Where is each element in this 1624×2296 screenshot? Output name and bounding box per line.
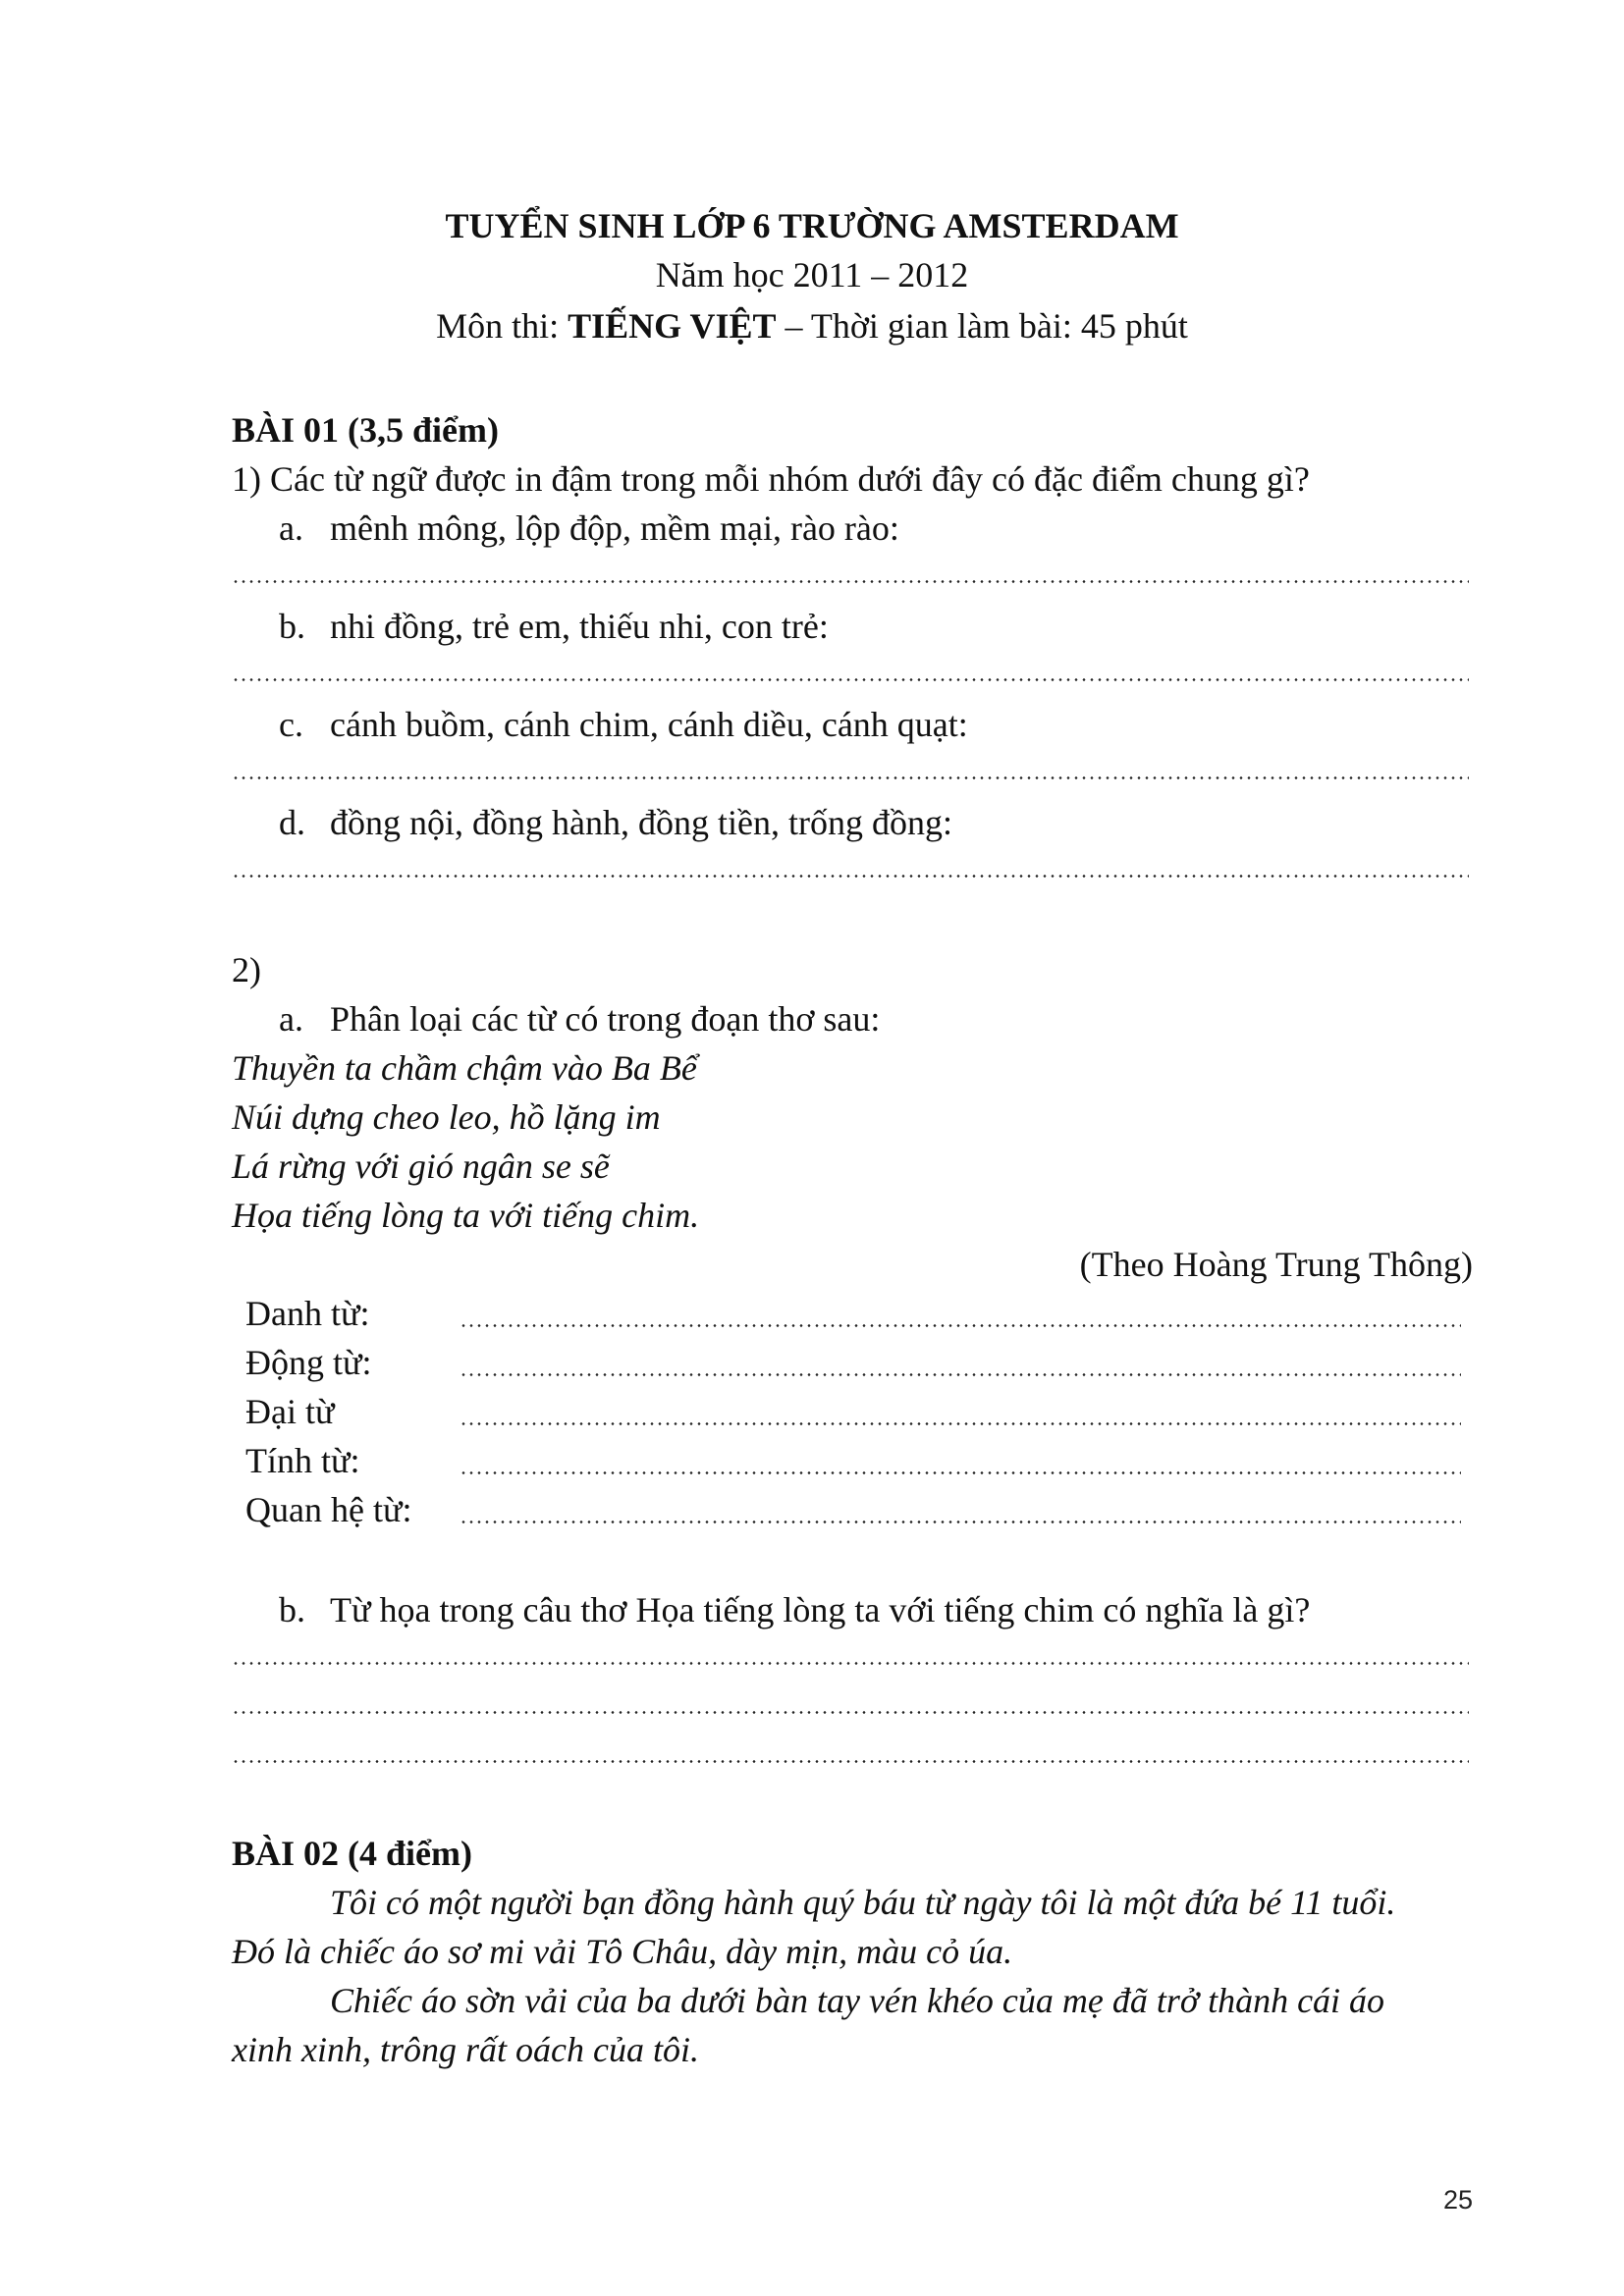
item-b-label: b. bbox=[279, 607, 305, 646]
answer-line[interactable] bbox=[232, 577, 1469, 587]
category-label-dai-tu: Đại từ bbox=[245, 1392, 335, 1431]
passage-line: Chiếc áo sờn vải của ba dưới bàn tay vén khéo của mẹ đã trở thành cái áo bbox=[330, 1981, 1385, 2020]
item-c-text: cánh buồm, cánh chim, cánh diều, cánh quạt: bbox=[330, 705, 968, 744]
answer-line[interactable] bbox=[232, 774, 1469, 783]
passage-line: xinh xinh, trông rất oách của tôi. bbox=[232, 2030, 699, 2069]
poem-line: Thuyền ta chầm chậm vào Ba Bể bbox=[232, 1048, 697, 1088]
category-label-danh-tu: Danh từ: bbox=[245, 1294, 370, 1333]
answer-line[interactable] bbox=[460, 1321, 1461, 1331]
passage-line: Tôi có một người bạn đồng hành quý báu từ ngày tôi là một đứa bé 11 tuổi. bbox=[330, 1883, 1396, 1922]
item-a-text: mênh mông, lộp độp, mềm mại, rào rào: bbox=[330, 508, 899, 548]
item-d-text: đồng nội, đồng hành, đồng tiền, trống đồng: bbox=[330, 803, 952, 842]
item-2b-label: b. bbox=[279, 1590, 305, 1629]
answer-line[interactable] bbox=[232, 1757, 1469, 1767]
answer-line[interactable] bbox=[232, 1659, 1469, 1669]
answer-line[interactable] bbox=[232, 872, 1469, 881]
answer-line[interactable] bbox=[460, 1468, 1461, 1478]
item-b-text: nhi đồng, trẻ em, thiếu nhi, con trẻ: bbox=[330, 607, 829, 646]
answer-line[interactable] bbox=[232, 1708, 1469, 1718]
poem-source: (Theo Hoàng Trung Thông) bbox=[1079, 1245, 1473, 1284]
subject-suffix: – Thời gian làm bài: 45 phút bbox=[776, 306, 1188, 346]
poem-line: Núi dựng cheo leo, hồ lặng im bbox=[232, 1097, 661, 1137]
subject-line bbox=[0, 308, 1624, 344]
subject-name: TIẾNG VIỆT bbox=[568, 306, 777, 346]
poem-line: Họa tiếng lòng ta với tiếng chim. bbox=[232, 1196, 700, 1235]
section-heading-bai02: BÀI 02 (4 điểm) bbox=[232, 1834, 472, 1873]
item-2a-text: Phân loại các từ có trong đoạn thơ sau: bbox=[330, 999, 881, 1039]
poem-line: Lá rừng với gió ngân se sẽ bbox=[232, 1147, 610, 1186]
section-heading-bai01: BÀI 01 (3,5 điểm) bbox=[232, 410, 499, 450]
item-d-label: d. bbox=[279, 803, 305, 842]
category-label-tinh-tu: Tính từ: bbox=[245, 1441, 360, 1480]
answer-line[interactable] bbox=[460, 1518, 1461, 1527]
page-number: 25 bbox=[1443, 2185, 1474, 2215]
question-1-prompt: 1) Các từ ngữ được in đậm trong mỗi nhóm dưới đây có đặc điểm chung gì? bbox=[232, 459, 1310, 499]
item-2b-text: Từ họa trong câu thơ Họa tiếng lòng ta với tiếng chim có nghĩa là gì? bbox=[330, 1590, 1311, 1629]
category-label-dong-tu: Động từ: bbox=[245, 1343, 372, 1382]
exam-title: TUYỂN SINH LỚP 6 TRƯỜNG AMSTERDAM bbox=[445, 206, 1179, 245]
answer-line[interactable] bbox=[460, 1370, 1461, 1380]
question-2-number: 2) bbox=[232, 950, 261, 989]
subject-prefix: Môn thi: bbox=[436, 306, 568, 346]
category-label-quan-he-tu: Quan hệ từ: bbox=[245, 1490, 412, 1529]
item-a-label: a. bbox=[279, 508, 303, 548]
item-2a-label: a. bbox=[279, 999, 303, 1039]
passage-line: Đó là chiếc áo sơ mi vải Tô Châu, dày mịn, màu cỏ úa. bbox=[232, 1932, 1013, 1971]
item-c-label: c. bbox=[279, 705, 303, 744]
answer-line[interactable] bbox=[460, 1419, 1461, 1429]
school-year: Năm học 2011 – 2012 bbox=[655, 255, 969, 294]
answer-line[interactable] bbox=[232, 675, 1469, 685]
